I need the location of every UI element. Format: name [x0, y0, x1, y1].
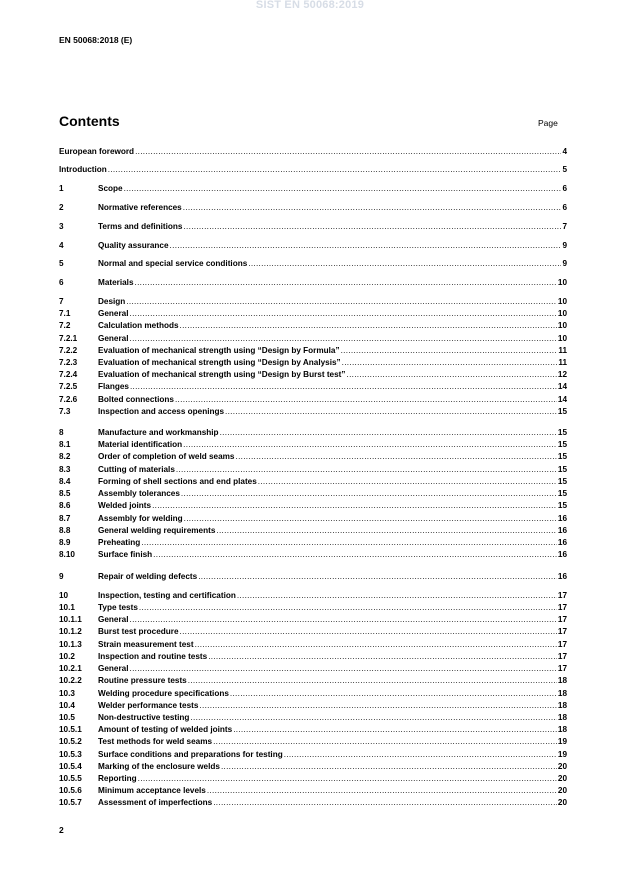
toc-entry-number: 8.3 — [59, 465, 71, 474]
toc-entry-title: General — [98, 309, 129, 318]
toc-entry-title: Surface finish — [98, 550, 153, 559]
toc-entry-title: Assembly for welding — [98, 514, 183, 523]
toc-entry-page: 15 — [557, 407, 567, 416]
toc-entry-title: General welding requirements — [98, 526, 216, 535]
toc-entry-number: 10.5.7 — [59, 798, 82, 807]
dot-leader — [220, 427, 557, 438]
toc-entry-page: 19 — [557, 737, 567, 746]
dot-leader — [175, 394, 557, 405]
toc-entry-number: 7.2.4 — [59, 370, 78, 379]
toc-entry-title: Inspection, testing and certification — [98, 591, 236, 600]
toc-entry-page: 15 — [557, 440, 567, 449]
toc-entry[interactable] — [59, 525, 567, 536]
dot-leader — [135, 146, 561, 157]
toc-entry-number: 3 — [59, 222, 64, 231]
dot-leader — [188, 675, 557, 686]
toc-entry-title: Evaluation of mechanical strength using “Design by Formula” — [98, 346, 340, 355]
toc-entry-title: Welded joints — [98, 501, 152, 510]
dot-leader — [135, 277, 557, 288]
toc-entry[interactable] — [59, 785, 567, 796]
toc-entry[interactable] — [59, 736, 567, 747]
dot-leader — [183, 439, 557, 450]
toc-entry[interactable] — [59, 406, 567, 417]
toc-entry-page: 16 — [557, 526, 567, 535]
toc-entry[interactable] — [59, 513, 567, 524]
toc-entry-number: 10.2 — [59, 652, 75, 661]
toc-entry[interactable] — [59, 277, 567, 288]
toc-entry-number: 5 — [59, 259, 64, 268]
dot-leader — [216, 525, 557, 536]
toc-entry-title: Surface conditions and preparations for testing — [98, 750, 283, 759]
toc-entry-title: Manufacture and workmanship — [98, 428, 219, 437]
toc-entry-number: 8.6 — [59, 501, 71, 510]
dot-leader — [130, 333, 557, 344]
toc-entry-title: Burst test procedure — [98, 627, 179, 636]
toc-entry-title: Bolted connections — [98, 395, 174, 404]
dot-leader — [130, 381, 557, 392]
toc-entry-number: 8.8 — [59, 526, 71, 535]
toc-entry-title: General — [98, 334, 129, 343]
dot-leader — [230, 688, 557, 699]
dot-leader — [236, 451, 557, 462]
toc-entry-title: Terms and definitions — [98, 222, 183, 231]
footer-page-number: 2 — [59, 825, 64, 835]
toc-entry-page: 7 — [562, 222, 567, 231]
toc-entry-page: 11 — [558, 346, 567, 355]
dot-leader — [180, 320, 557, 331]
toc-entry-title: Preheating — [98, 538, 141, 547]
toc-entry-title: Quality assurance — [98, 241, 169, 250]
toc-entry-title: Normative references — [98, 203, 182, 212]
toc-entry-number: 10.1.2 — [59, 627, 82, 636]
toc-entry[interactable] — [59, 240, 567, 251]
toc-entry[interactable] — [59, 296, 567, 307]
dot-leader — [139, 602, 557, 613]
dot-leader — [221, 761, 557, 772]
dot-leader — [225, 406, 557, 417]
toc-entry-number: 9 — [59, 572, 64, 581]
toc-entry-page: 5 — [562, 165, 567, 174]
dot-leader — [199, 700, 556, 711]
toc-entry-title: Test methods for weld seams — [98, 737, 213, 746]
toc-entry-page: 16 — [557, 514, 567, 523]
dot-leader — [176, 464, 557, 475]
toc-entry-number: 10.2.1 — [59, 664, 82, 673]
toc-entry[interactable] — [59, 476, 567, 487]
toc-entry-page: 17 — [557, 664, 567, 673]
toc-entry-number: 10.5.4 — [59, 762, 82, 771]
toc-entry-number: 10.3 — [59, 689, 75, 698]
toc-entry-title: Evaluation of mechanical strength using “Design by Analysis” — [98, 358, 341, 367]
toc-entry-number: 7.3 — [59, 407, 71, 416]
toc-entry-number: 10.1.3 — [59, 640, 82, 649]
toc-entry[interactable] — [59, 333, 567, 344]
toc-entry-number: 7.2 — [59, 321, 71, 330]
toc-entry[interactable] — [59, 761, 567, 772]
toc-entry-number: 8.4 — [59, 477, 71, 486]
toc-entry-page: 10 — [557, 309, 567, 318]
toc-entry[interactable] — [59, 357, 567, 368]
dot-leader — [153, 549, 557, 560]
toc-entry-number: 10.5.6 — [59, 786, 82, 795]
toc-entry-title: Forming of shell sections and end plates — [98, 477, 257, 486]
toc-entry[interactable] — [59, 427, 567, 438]
toc-entry-page: 19 — [557, 750, 567, 759]
toc-entry-title: Marking of the enclosure welds — [98, 762, 220, 771]
toc-entry-title: Non-destructive testing — [98, 713, 190, 722]
toc-entry-page: 11 — [558, 358, 567, 367]
toc-entry[interactable] — [59, 571, 567, 582]
toc-entry-number: 10.5.3 — [59, 750, 82, 759]
toc-entry-number: 7.2.3 — [59, 358, 78, 367]
dot-leader — [258, 476, 557, 487]
toc-entry-number: 8 — [59, 428, 64, 437]
toc-entry[interactable] — [59, 500, 567, 511]
toc-entry[interactable] — [59, 712, 567, 723]
toc-entry-page: 10 — [557, 334, 567, 343]
toc-entry-number: 8.10 — [59, 550, 75, 559]
toc-entry-number: 7.2.2 — [59, 346, 78, 355]
toc-entry-title: Repair of welding defects — [98, 572, 198, 581]
toc-entry[interactable] — [59, 464, 567, 475]
toc-entry-page: 18 — [557, 701, 567, 710]
toc-entry-page: 4 — [562, 147, 567, 156]
toc-entry-page: 10 — [557, 278, 567, 287]
toc-entry[interactable] — [59, 320, 567, 331]
page-column-label: Page — [538, 118, 558, 128]
toc-entry-number: 8.9 — [59, 538, 71, 547]
dot-leader — [181, 488, 557, 499]
toc-entry-page: 10 — [557, 321, 567, 330]
toc-entry-title: Material identification — [98, 440, 183, 449]
dot-leader — [126, 296, 557, 307]
dot-leader — [180, 626, 557, 637]
toc-entry-number: 7.2.1 — [59, 334, 78, 343]
toc-entry[interactable] — [59, 651, 567, 662]
toc-entry[interactable] — [59, 183, 567, 194]
toc-entry[interactable] — [59, 439, 567, 450]
document-id: EN 50068:2018 (E) — [59, 35, 133, 45]
toc-entry[interactable] — [59, 394, 567, 405]
toc-entry[interactable] — [59, 602, 567, 613]
toc-entry[interactable] — [59, 614, 567, 625]
toc-entry-page: 18 — [557, 725, 567, 734]
dot-leader — [195, 639, 557, 650]
watermark: SIST EN 50068:2019 — [255, 0, 365, 11]
toc-entry-page: 15 — [557, 489, 567, 498]
toc-entry-page: 15 — [557, 477, 567, 486]
toc-entry-page: 9 — [562, 259, 567, 268]
toc-entry-page: 18 — [557, 713, 567, 722]
toc-entry-page: 10 — [557, 297, 567, 306]
toc-entry-page: 18 — [557, 689, 567, 698]
dot-leader — [207, 785, 557, 796]
toc-entry-number: 7.2.5 — [59, 382, 78, 391]
toc-entry[interactable] — [59, 345, 567, 356]
toc-entry-number: 10.5.1 — [59, 725, 82, 734]
dot-leader — [138, 773, 557, 784]
toc-entry-page: 17 — [557, 652, 567, 661]
toc-entry[interactable] — [59, 626, 567, 637]
toc-entry-title: Inspection and access openings — [98, 407, 225, 416]
toc-entry-number: 8.5 — [59, 489, 71, 498]
toc-entry[interactable] — [59, 537, 567, 548]
toc-entry-title: Flanges — [98, 382, 129, 391]
dot-leader — [213, 736, 557, 747]
dot-leader — [341, 345, 558, 356]
toc-entry-number: 7 — [59, 297, 64, 306]
toc-entry[interactable] — [59, 451, 567, 462]
toc-entry-number: 10.5.5 — [59, 774, 82, 783]
toc-entry-number: 2 — [59, 203, 64, 212]
dot-leader — [183, 221, 561, 232]
dot-leader — [141, 537, 557, 548]
dot-leader — [190, 712, 556, 723]
toc-entry-title: Welder performance tests — [98, 701, 199, 710]
toc-entry[interactable] — [59, 258, 567, 269]
dot-leader — [233, 724, 557, 735]
dot-leader — [108, 164, 562, 175]
toc-entry[interactable] — [59, 639, 567, 650]
toc-entry-page: 9 — [562, 241, 567, 250]
toc-entry-number: 10 — [59, 591, 69, 600]
toc-entry[interactable] — [59, 688, 567, 699]
toc-entry-number: 8.1 — [59, 440, 71, 449]
dot-leader — [152, 500, 557, 511]
toc-entry-title: Type tests — [98, 603, 138, 612]
toc-entry-number: 8.7 — [59, 514, 71, 523]
toc-entry-title: Strain measurement test — [98, 640, 194, 649]
toc-entry-page: 17 — [557, 627, 567, 636]
dot-leader — [130, 308, 557, 319]
toc-entry-number: 10.2.2 — [59, 676, 82, 685]
toc-entry[interactable] — [59, 164, 567, 175]
toc-entry-page: 16 — [557, 550, 567, 559]
dot-leader — [347, 369, 557, 380]
toc-entry[interactable] — [59, 590, 567, 601]
dot-leader — [170, 240, 562, 251]
dot-leader — [130, 614, 557, 625]
dot-leader — [208, 651, 557, 662]
toc-entry[interactable] — [59, 221, 567, 232]
toc-entry-number: 10.5.2 — [59, 737, 82, 746]
dot-leader — [213, 797, 557, 808]
toc-entry[interactable] — [59, 381, 567, 392]
toc-entry-title: Welding procedure specifications — [98, 689, 229, 698]
toc-entry-title: Inspection and routine tests — [98, 652, 208, 661]
toc-entry-number: 10.1.1 — [59, 615, 82, 624]
toc-entry-page: 20 — [557, 786, 567, 795]
dot-leader — [124, 183, 562, 194]
toc-entry[interactable] — [59, 202, 567, 213]
toc-entry-title: Minimum acceptance levels — [98, 786, 206, 795]
toc-entry-page: 14 — [557, 395, 567, 404]
page-title: Contents — [59, 113, 120, 129]
toc-entry[interactable] — [59, 663, 567, 674]
toc-entry-page: 6 — [562, 203, 567, 212]
dot-leader — [342, 357, 558, 368]
toc-entry[interactable] — [59, 724, 567, 735]
toc-entry-page: 6 — [562, 184, 567, 193]
toc-entry[interactable] — [59, 675, 567, 686]
toc-entry-title: Assessment of imperfections — [98, 798, 213, 807]
toc-entry-number: 10.4 — [59, 701, 75, 710]
toc-entry-page: 18 — [557, 676, 567, 685]
toc-entry-page: 17 — [557, 603, 567, 612]
toc-entry-title: Cutting of materials — [98, 465, 175, 474]
toc-entry[interactable] — [59, 488, 567, 499]
toc-entry-page: 15 — [557, 452, 567, 461]
toc-entry-number: 7.1 — [59, 309, 71, 318]
toc-entry-page: 12 — [557, 370, 567, 379]
dot-leader — [130, 663, 557, 674]
toc-entry-number: 10.5 — [59, 713, 75, 722]
dot-leader — [198, 571, 557, 582]
toc-entry-page: 20 — [557, 798, 567, 807]
toc-entry-title: Normal and special service conditions — [98, 259, 248, 268]
toc-entry[interactable] — [59, 308, 567, 319]
toc-entry-title: Evaluation of mechanical strength using “Design by Burst test” — [98, 370, 346, 379]
dot-leader — [237, 590, 557, 601]
toc-entry-title: Calculation methods — [98, 321, 179, 330]
dot-leader — [248, 258, 561, 269]
toc-entry-number: 8.2 — [59, 452, 71, 461]
toc-entry-page: 15 — [557, 465, 567, 474]
toc-entry[interactable] — [59, 749, 567, 760]
toc-entry-title: Routine pressure tests — [98, 676, 187, 685]
dot-leader — [284, 749, 557, 760]
toc-entry-title: Design — [98, 297, 126, 306]
dot-leader — [184, 513, 557, 524]
toc-entry-number: 1 — [59, 184, 64, 193]
toc-entry-title: European foreword — [59, 147, 135, 156]
toc-entry-page: 20 — [557, 774, 567, 783]
toc-entry-page: 16 — [557, 572, 567, 581]
toc-entry[interactable] — [59, 797, 567, 808]
toc-entry-page: 14 — [557, 382, 567, 391]
toc-entry[interactable] — [59, 146, 567, 157]
toc-entry-page: 17 — [557, 591, 567, 600]
toc-entry-page: 15 — [557, 501, 567, 510]
toc-entry-title: Introduction — [59, 165, 107, 174]
toc-entry[interactable] — [59, 700, 567, 711]
toc-entry-page: 17 — [557, 615, 567, 624]
toc-entry-title: General — [98, 615, 129, 624]
toc-entry-page: 20 — [557, 762, 567, 771]
toc-entry-title: Materials — [98, 278, 134, 287]
toc-entry-title: Scope — [98, 184, 123, 193]
toc-entry-page: 16 — [557, 538, 567, 547]
toc-entry-page: 17 — [557, 640, 567, 649]
toc-entry-number: 6 — [59, 278, 64, 287]
toc-entry-title: Assembly tolerances — [98, 489, 180, 498]
toc-entry-title: General — [98, 664, 129, 673]
dot-leader — [183, 202, 562, 213]
toc-entry-page: 15 — [557, 428, 567, 437]
toc-entry[interactable] — [59, 549, 567, 560]
toc-entry-number: 4 — [59, 241, 64, 250]
toc-entry[interactable] — [59, 773, 567, 784]
toc-entry[interactable] — [59, 369, 567, 380]
toc-entry-title: Order of completion of weld seams — [98, 452, 235, 461]
toc-entry-number: 7.2.6 — [59, 395, 78, 404]
toc-entry-title: Amount of testing of welded joints — [98, 725, 233, 734]
toc-entry-number: 10.1 — [59, 603, 75, 612]
toc-entry-title: Reporting — [98, 774, 137, 783]
